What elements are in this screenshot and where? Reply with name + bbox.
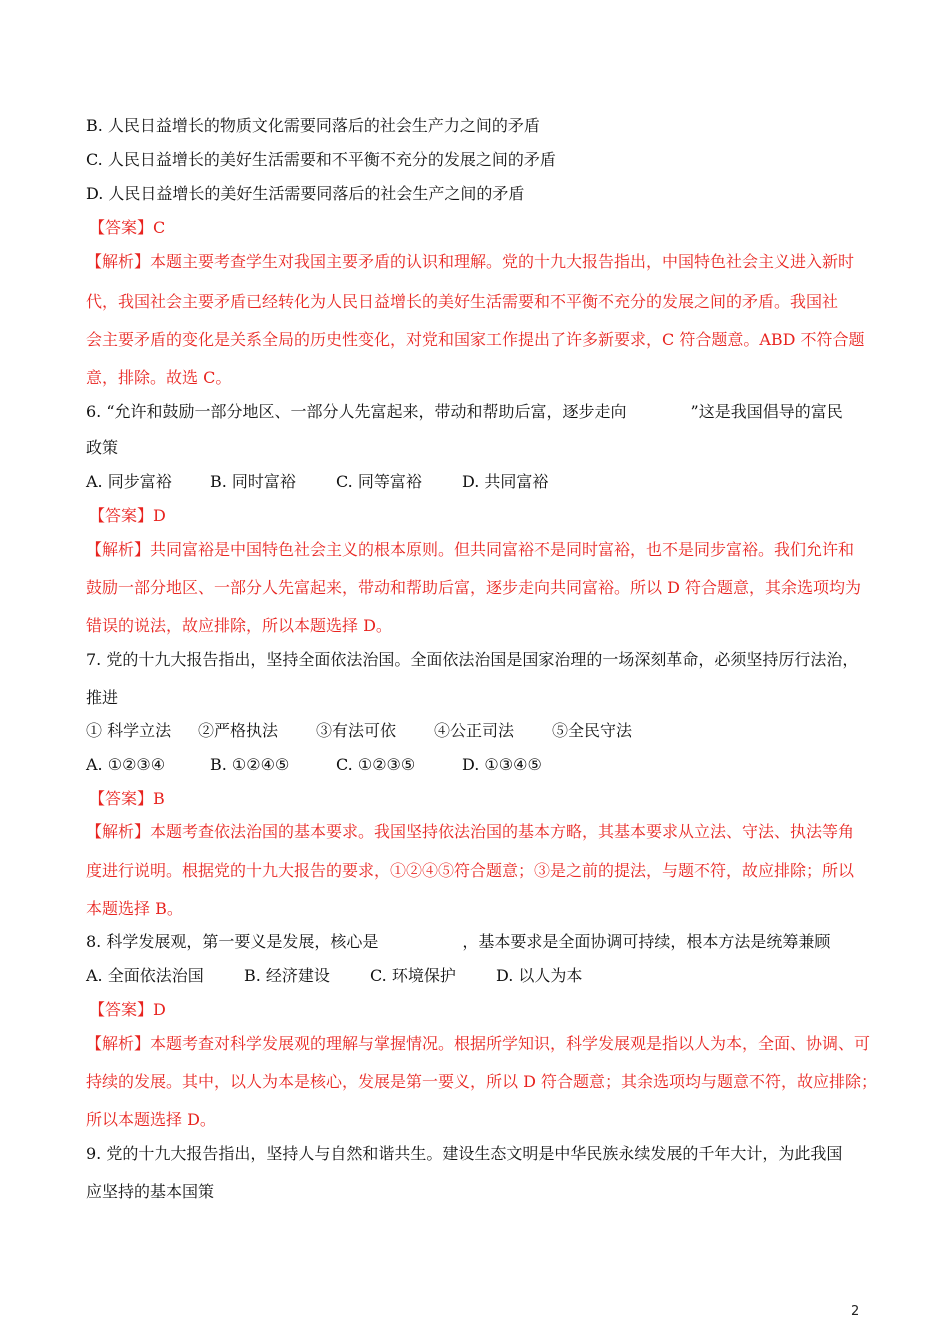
q8-stem <box>86 932 830 952</box>
q7-analysis-line: 本题选择 B。 <box>86 899 183 918</box>
q8-option-c: C. 环境保护 <box>370 966 456 985</box>
q8-stem-part1: 8. 科学发展观，第一要义是发展，核心是 <box>86 932 379 951</box>
q6-stem-part1: 6. “允许和鼓励一部分地区、一部分人先富起来，带动和帮助后富，逐步走向 <box>86 402 627 421</box>
q7-option-a: A. ①②③④ <box>86 755 166 774</box>
q8-options <box>86 966 582 986</box>
q7-option-b: B. ①②④⑤ <box>210 755 290 774</box>
q5-answer: 【答案】C <box>89 218 166 237</box>
q6-option-c: C. 同等富裕 <box>336 472 422 491</box>
q9-stem-line1: 9. 党的十九大报告指出，坚持人与自然和谐共生。建设生态文明是中华民族永续发展的千年大计，为此我国 <box>86 1144 843 1163</box>
q6-option-d: D. 共同富裕 <box>462 472 549 491</box>
q5-analysis-line: 会主要矛盾的变化是关系全局的历史性变化，对党和国家工作提出了许多新要求，C 符合题意。ABD 不符合题 <box>86 330 865 349</box>
q7-item: ③有法可依 <box>316 721 397 740</box>
q6-answer: 【答案】D <box>89 506 166 525</box>
q7-option-c: C. ①②③⑤ <box>336 755 416 774</box>
q5-option-b: B. 人民日益增长的物质文化需要同落后的社会生产力之间的矛盾 <box>86 116 540 135</box>
q6-stem-part2: ”这是我国倡导的富民 <box>690 402 843 421</box>
q5-analysis-line: 代，我国社会主要矛盾已经转化为人民日益增长的美好生活需要和不平衡不充分的发展之间的矛盾。我国社 <box>86 292 839 311</box>
q7-items <box>86 721 632 741</box>
q7-analysis-line: 度进行说明。根据党的十九大报告的要求，①②④⑤符合题意；③是之前的提法，与题不符，故应排除；所以 <box>86 861 855 880</box>
q8-option-a: A. 全面依法治国 <box>86 966 204 985</box>
q8-option-d: D. 以人为本 <box>496 966 583 985</box>
page-number: 2 <box>851 1304 860 1319</box>
q5-option-c: C. 人民日益增长的美好生活需要和不平衡不充分的发展之间的矛盾 <box>86 150 556 169</box>
q7-answer: 【答案】B <box>89 789 165 808</box>
q6-option-a: A. 同步富裕 <box>86 472 172 491</box>
q6-options <box>86 472 548 492</box>
q6-stem <box>86 402 843 422</box>
q8-option-b: B. 经济建设 <box>244 966 330 985</box>
q7-item: ④公正司法 <box>434 721 515 740</box>
q8-answer: 【答案】D <box>89 1000 166 1019</box>
q7-item: ① 科学立法 <box>86 721 172 740</box>
q5-analysis-line: 【解析】本题主要考查学生对我国主要矛盾的认识和理解。党的十九大报告指出，中国特色社会主义进入新时 <box>86 252 855 271</box>
q7-item: ⑤全民守法 <box>552 721 633 740</box>
q7-analysis-line: 【解析】本题考查依法治国的基本要求。我国坚持依法治国的基本方略，其基本要求从立法、守法、执法等角 <box>86 822 855 841</box>
q8-stem-part2: ，基本要求是全面协调可持续，根本方法是统筹兼顾 <box>462 932 831 951</box>
q7-item: ②严格执法 <box>198 721 279 740</box>
q7-options <box>86 755 542 775</box>
q8-analysis-line: 持续的发展。其中，以人为本是核心，发展是第一要义，所以 D 符合题意；其余选项均与题意不符，故应排除； <box>86 1072 878 1091</box>
q5-option-d: D. 人民日益增长的美好生活需要同落后的社会生产之间的矛盾 <box>86 184 525 203</box>
q8-analysis-line: 【解析】本题考查对科学发展观的理解与掌握情况。根据所学知识，科学发展观是指以人为本，全面、协调、可 <box>86 1034 871 1053</box>
q6-analysis-line: 鼓励一部分地区、一部分人先富起来，带动和帮助后富，逐步走向共同富裕。所以 D 符合题意，其余选项均为 <box>86 578 862 597</box>
q6-analysis-line: 【解析】共同富裕是中国特色社会主义的根本原则。但共同富裕不是同时富裕，也不是同步富裕。我们允许和 <box>86 540 855 559</box>
q9-stem-line2: 应坚持的基本国策 <box>86 1182 215 1201</box>
q7-stem-line2: 推进 <box>86 688 119 707</box>
q7-stem-line1: 7. 党的十九大报告指出，坚持全面依法治国。全面依法治国是国家治理的一场深刻革命，必须坚持厉行法治， <box>86 650 859 669</box>
q6-analysis-line: 错误的说法，故应排除，所以本题选择 D。 <box>86 616 392 635</box>
q7-option-d: D. ①③④⑤ <box>462 755 542 774</box>
q6-option-b: B. 同时富裕 <box>210 472 296 491</box>
q5-analysis-line: 意，排除。故选 C。 <box>86 368 232 387</box>
q6-stem-line2: 政策 <box>86 438 119 457</box>
q8-analysis-line: 所以本题选择 D。 <box>86 1110 216 1129</box>
